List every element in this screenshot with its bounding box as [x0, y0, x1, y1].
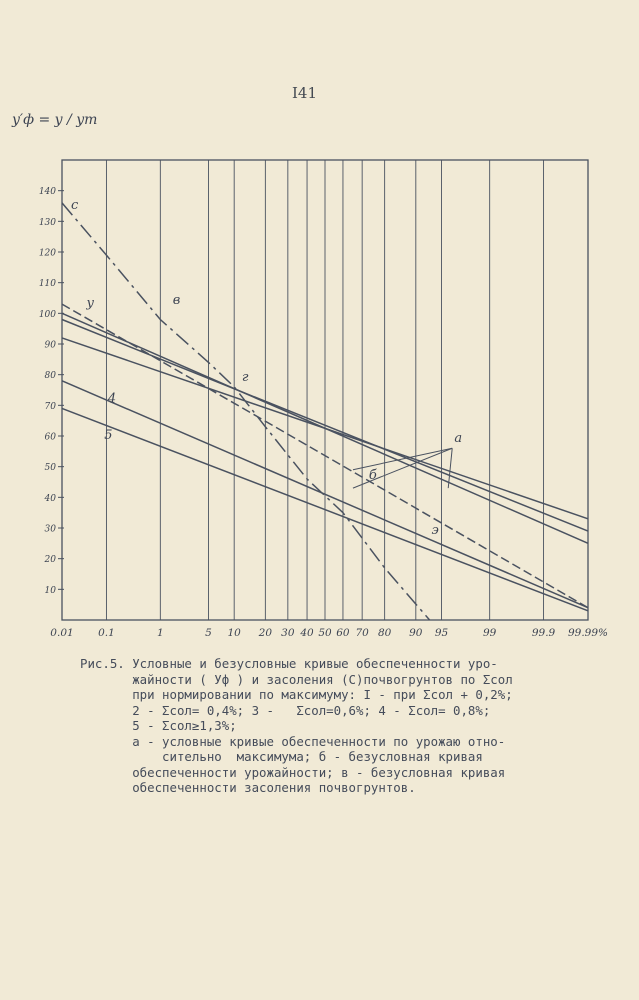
- y-tick-label: 10: [44, 585, 56, 596]
- x-tick-label: 30: [281, 627, 295, 639]
- y-tick-label: 130: [38, 217, 56, 228]
- x-tick-label: 70: [355, 627, 369, 639]
- caption-line: при нормировании по максимуму: I - при Σсол + 0,2%;: [80, 687, 513, 702]
- x-tick-label: 95: [434, 627, 449, 639]
- y-tick-label: 30: [44, 524, 56, 535]
- curve-label: э: [431, 523, 439, 539]
- label-layer: [39, 187, 608, 639]
- y-tick-label: 20: [44, 555, 56, 566]
- curve-label: б: [368, 467, 377, 483]
- curve-label: в: [172, 293, 181, 309]
- x-tick-label: 20: [258, 627, 273, 639]
- y-tick-label: 50: [44, 463, 56, 474]
- x-tick-label: 0.1: [98, 627, 115, 639]
- curve-label: г: [241, 369, 249, 385]
- x-tick-label: 99: [482, 627, 497, 639]
- y-tick-label: 100: [38, 309, 56, 320]
- x-tick-label: 40: [300, 627, 314, 639]
- x-tick-label: 60: [336, 627, 350, 639]
- caption-line: 2 - Σсол= 0,4%; 3 - Σсол=0,6%; 4 - Σсол= 0,8%;: [80, 702, 491, 718]
- caption-line: а - условные кривые обеспеченности по урожаю отно-: [80, 733, 506, 749]
- curve-label: 5: [104, 428, 113, 444]
- annotation-leader: [448, 448, 452, 488]
- curve-label: у: [86, 296, 94, 312]
- caption-line: жайности ( Уф ) и засоления (С)почвогрунтов по Σсол: [80, 671, 513, 687]
- x-tick-label: 99.99%: [567, 627, 609, 639]
- y-tick-label: 120: [38, 248, 56, 259]
- x-tick-label: 90: [409, 627, 423, 639]
- x-tick-label: 10: [227, 627, 241, 639]
- caption-line: 5 - Σсол≥1,3%;: [80, 718, 237, 733]
- curve-label: 4: [107, 391, 117, 407]
- y-tick-label: 140: [38, 187, 56, 198]
- curve-label: а: [454, 431, 463, 447]
- y-tick-label: 90: [44, 340, 56, 351]
- series-line: [62, 203, 430, 620]
- curve-label: с: [71, 198, 79, 214]
- page-number: I41: [292, 84, 318, 102]
- caption-line: Рис.5. Условные и безусловные кривые обеспеченности уро-: [80, 656, 498, 671]
- figure-caption: [80, 656, 620, 796]
- x-tick-label: 50: [318, 627, 332, 639]
- y-tick-label: 110: [38, 279, 56, 290]
- grid-layer: [58, 160, 588, 620]
- x-tick-label: 99.9: [531, 627, 556, 639]
- caption-line: сительно максимума; б - безусловная кривая: [80, 749, 483, 764]
- y-tick-label: 80: [44, 371, 56, 382]
- x-tick-label: 0.01: [50, 627, 74, 639]
- caption-line: обеспеченности урожайности; в - безусловная кривая: [80, 764, 506, 780]
- y-tick-label: 40: [44, 493, 56, 504]
- x-tick-label: 5: [205, 627, 212, 639]
- x-tick-label: 1: [156, 627, 164, 639]
- y-tick-label: 60: [44, 432, 56, 443]
- caption-line: обеспеченности засоления почвогрунтов.: [80, 780, 416, 795]
- y-tick-label: 70: [44, 401, 56, 412]
- x-tick-label: 80: [377, 627, 392, 639]
- y-axis-label: y′ф = y / ym: [12, 112, 98, 128]
